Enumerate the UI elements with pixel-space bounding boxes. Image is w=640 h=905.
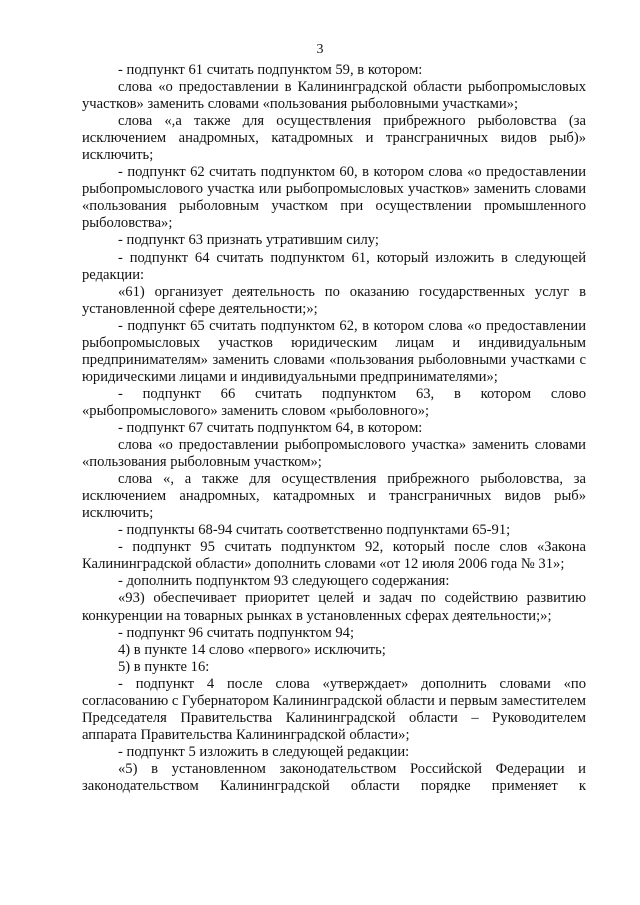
paragraph: 4) в пункте 14 слово «первого» исключить;	[118, 641, 386, 658]
paragraph: слова «о предоставлении рыбопромыслового участка» заменить словами «пользования рыболовным участком»;	[82, 437, 586, 471]
document-body	[82, 62, 586, 795]
paragraph: - подпункт 64 считать подпунктом 61, который изложить в следующей редакции:	[82, 249, 586, 283]
paragraph: - подпункт 95 считать подпунктом 92, который после слов «Закона Калининградской области» дополнить словами «от 12 июля 2006 года № 31»;	[82, 539, 586, 573]
paragraph: «93) обеспечивает приоритет целей и задач по содействию развитию конкуренции на товарных рынках в установленных сферах деятельности;»;	[82, 590, 586, 624]
paragraph: 5) в пункте 16:	[118, 658, 210, 675]
paragraph: - подпункт 5 изложить в следующей редакции:	[118, 743, 410, 760]
paragraph: - подпункт 96 считать подпунктом 94;	[118, 624, 355, 641]
paragraph: - подпункт 65 считать подпунктом 62, в котором слова «о предоставлении рыбопромысловых участков юридическим лицам и индивидуальным предпринимателям» заменить словами «пользования рыболовными участками с юридическими лицами и индивидуальными предпринимателями»;	[82, 317, 586, 385]
page-number: 3	[316, 42, 324, 57]
paragraph: - подпункт 63 признать утратившим силу;	[118, 232, 379, 249]
paragraph: слова «, а также для осуществления прибрежного рыболовства, за исключением анадромных, катадромных и трансграничных видов рыб» исключить;	[82, 471, 586, 522]
paragraph: слова «,а также для осуществления прибрежного рыболовства (за исключением анадромных, катадромных и трансграничных видов рыб)» исключить;	[82, 113, 586, 164]
paragraph: - подпункт 61 считать подпунктом 59, в котором:	[118, 62, 423, 78]
paragraph: - подпункт 66 считать подпунктом 63, в котором слово «рыбопромыслового» заменить словом «рыболовного»;	[82, 385, 586, 419]
paragraph: «5) в установленном законодательством Российской Федерации и законодательством Калининградской области порядке применяет к	[82, 760, 586, 794]
paragraph: - дополнить подпунктом 93 следующего содержания:	[118, 573, 450, 590]
paragraph: - подпункт 67 считать подпунктом 64, в котором:	[118, 419, 423, 436]
paragraph: слова «о предоставлении в Калининградской области рыбопромысловых участков» заменить словами «пользования рыболовными участками»;	[82, 79, 586, 113]
paragraph: - подпункт 4 после слова «утверждает» дополнить словами «по согласованию с Губернатором Калининградской области и первым заместителем Председателя Правительства Калининградской области – Руководителем аппарата Правительства Калининградской области»;	[82, 675, 586, 743]
paragraph: «61) организует деятельность по оказанию государственных услуг в установленной сфере деятельности;»;	[82, 283, 586, 317]
paragraph: - подпункт 62 считать подпунктом 60, в котором слова «о предоставлении рыбопромыслового участка или рыбопромысловых участков» заменить словами «пользования рыболовным участком при осуществлении промышленного рыболовства»;	[82, 164, 586, 232]
paragraph: - подпункты 68-94 считать соответственно подпунктами 65-91;	[118, 522, 511, 539]
